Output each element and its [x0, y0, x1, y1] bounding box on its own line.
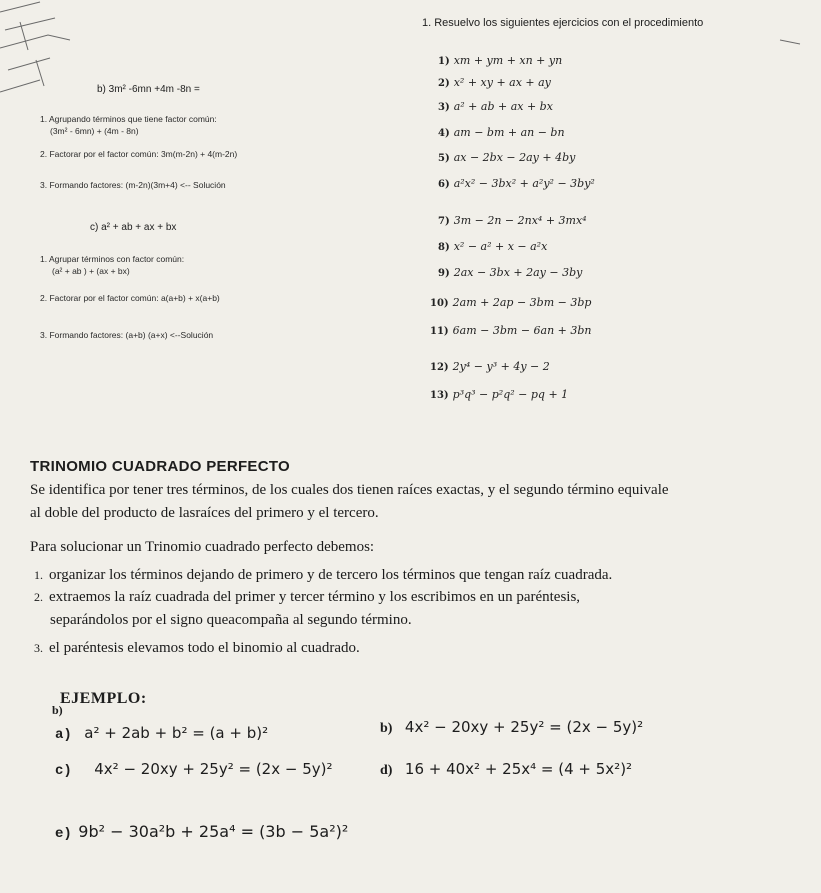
example-item: d) 16 + 40x² + 25x⁴ = (4 + 5x²)²	[380, 760, 633, 778]
exercise-item: 11) 6am − 3bm − 6an + 3bn	[430, 324, 592, 337]
example-b-step1-expr: (3m² - 6mn) + (4m - 8n)	[50, 126, 139, 136]
exercise-item: 3) a² + ab + ax + bx	[438, 100, 553, 113]
example-item: e) 9b² − 30a²b + 25a⁴ = (3b − 5a²)²	[55, 822, 349, 842]
exercise-item: 8) x² − a² + x − a²x	[438, 240, 548, 253]
example-b-label: b) 3m² -6mn +4m -8n =	[97, 84, 200, 95]
intro-text: Para solucionar un Trinomio cuadrado perfecto debemos:	[30, 539, 375, 555]
example-c-label: c) a² + ab + ax + bx	[90, 222, 177, 233]
exercise-item: 5) ax − 2bx − 2ay + 4by	[438, 151, 576, 164]
exercise-item: 4) am − bm + an − bn	[438, 126, 565, 139]
section-title: TRINOMIO CUADRADO PERFECTO	[30, 458, 291, 475]
step-item: 3. el paréntesis elevamos todo el binomio al cuadrado.	[34, 640, 360, 656]
ejemplo-title: EJEMPLO:	[60, 690, 147, 707]
example-b-step2: 2. Factorar por el factor común: 3m(m-2n) + 4(m-2n)	[40, 149, 238, 159]
definition-line-1: Se identifica por tener tres términos, de los cuales dos tienen raíces exactas, y el segundo término equivale	[30, 482, 669, 498]
ejemplo-stray-label: b)	[52, 703, 63, 717]
example-b-step1: 1. Agrupando términos que tiene factor común:	[40, 114, 217, 124]
exercise-item: 7) 3m − 2n − 2nx⁴ + 3mx⁴	[438, 214, 587, 227]
example-c-step2: 2. Factorar por el factor común: a(a+b) + x(a+b)	[40, 293, 220, 303]
exercise-item: 2) x² + xy + ax + ay	[438, 76, 551, 89]
example-item: b) 4x² − 20xy + 25y² = (2x − 5y)²	[380, 718, 644, 736]
exercise-item: 10) 2am + 2ap − 3bm − 3bp	[430, 296, 592, 309]
example-b-step3: 3. Formando factores: (m-2n)(3m+4) <-- Solución	[40, 180, 226, 190]
step-item: separándolos por el signo queacompaña al segundo término.	[50, 612, 412, 628]
example-c-step3: 3. Formando factores: (a+b) (a+x) <--Solución	[40, 330, 214, 340]
exercise-item: 13) p³q³ − p²q² − pq + 1	[430, 388, 569, 401]
exercise-header: 1. Resuelvo los siguientes ejercicios con el procedimiento	[422, 17, 704, 29]
example-item: a) a² + 2ab + b² = (a + b)²	[55, 724, 269, 743]
exercise-item: 1) xm + ym + xn + yn	[438, 54, 563, 67]
example-c-step1: 1. Agrupar términos con factor común:	[40, 254, 185, 264]
exercise-item: 12) 2y⁴ − y³ + 4y − 2	[430, 360, 550, 373]
exercise-item: 6) a²x² − 3bx² + a²y² − 3by²	[438, 177, 595, 190]
exercise-item: 9) 2ax − 3bx + 2ay − 3by	[438, 266, 583, 279]
example-c-step1-expr: (a² + ab ) + (ax + bx)	[52, 266, 130, 276]
example-item: c) 4x² − 20xy + 25y² = (2x − 5y)²	[55, 760, 333, 779]
step-item: 1. organizar los términos dejando de primero y de tercero los términos que tengan raíz cuadrada.	[34, 567, 613, 583]
step-item: 2. extraemos la raíz cuadrada del primer y tercer término y los escribimos en un paréntesis,	[34, 589, 581, 605]
definition-line-2: al doble del producto de lasraíces del primero y el tercero.	[30, 505, 379, 521]
